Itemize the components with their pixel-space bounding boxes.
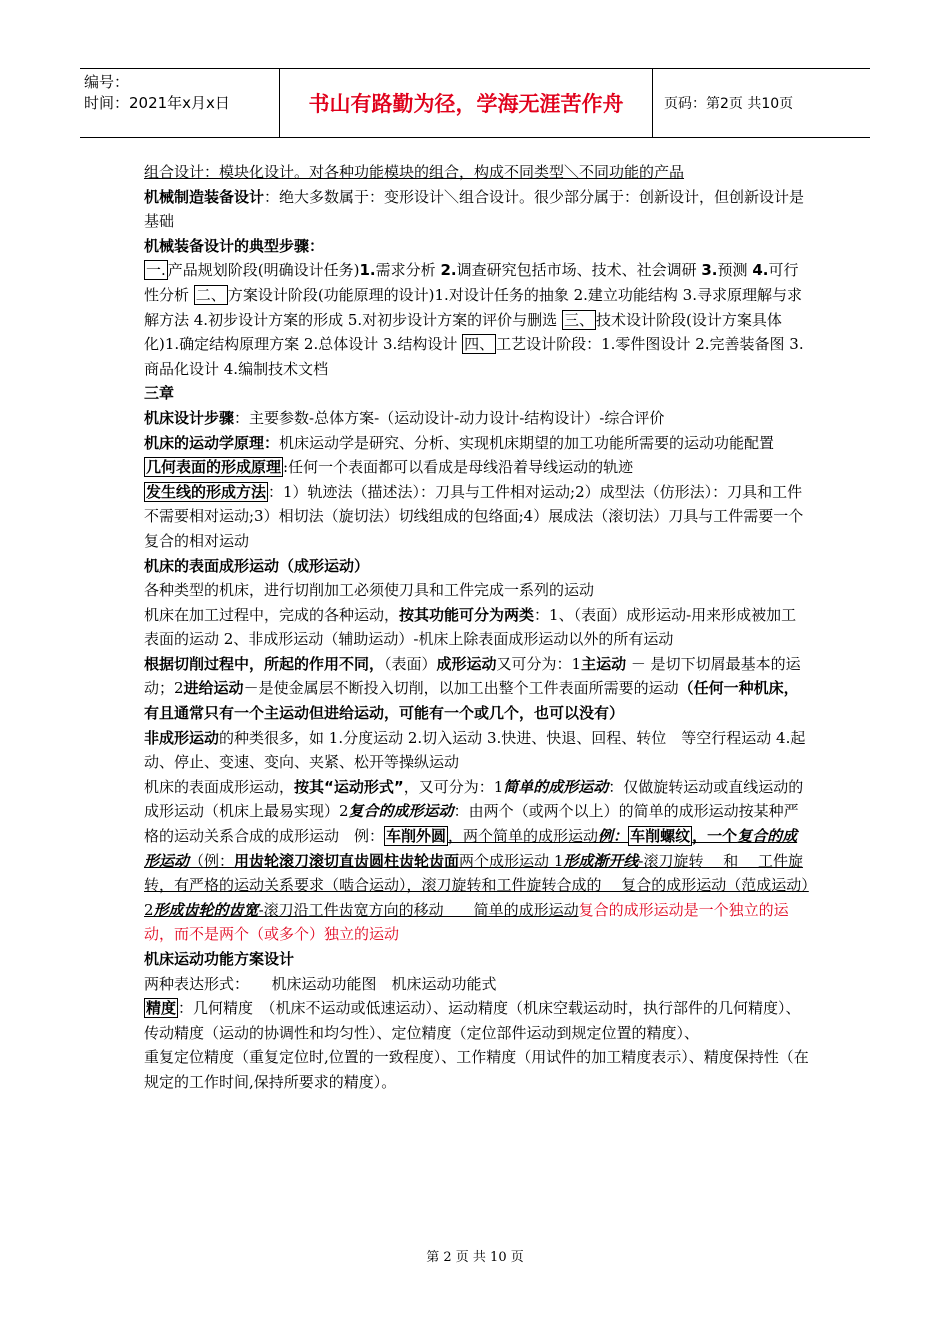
document-number-label: 编号： (84, 73, 130, 91)
chapter-heading: 三章 (144, 384, 175, 403)
document-body (144, 160, 810, 1095)
paragraph: 机床的运动学原理：机床运动学是研究、分析、实现机床期望的加工功能所需要的运动功能配置 (144, 433, 775, 452)
header-page-info: 页码：第2页 共10页 (664, 96, 794, 112)
document-date: 时间：2021年x月x日 (84, 94, 230, 112)
header-motto-cell (280, 69, 653, 137)
paragraph: 精度 ：几何精度 （机床不运动或低速运动）、运动精度（机床空载运动时，执行部件的几何精度）、传动精度（运动的协调性和均匀性）、定位精度（定位部件运动到规定位置的精度）、 (144, 999, 801, 1042)
paragraph: 机械制造装备设计：绝大多数属于：变形设计＼组合设计。很少部分属于：创新设计，但创新设计是基础 (144, 187, 805, 231)
paragraph-heading: 机床的表面成形运动（成形运动） (144, 556, 370, 575)
paragraph: 几何表面的形成原理 :任何一个表面都可以看成是母线沿着导线运动的轨迹 (146, 458, 634, 477)
paragraph: 两种表达形式： 机床运动功能图 机床运动功能式 (144, 974, 497, 993)
paragraph: 重复定位精度（重复定位时,位置的一致程度）、工作精度（用试件的加工精度表示）、精度保持性（在规定的工作时间,保持所要求的精度）。 (144, 1048, 809, 1091)
paragraph: 各种类型的机床，进行切削加工必须使刀具和工件完成一系列的运动 (144, 581, 595, 600)
paragraph-forming-motion: 机床的表面成形运动，按其“运动形式”，又可分为：1简单的成形运动：仅做旋转运动或直线运动的成形运动（机床上最易实现）2复合的成形运动：由两个（或两个以上）的简单的成形运动按某种严格的运动关系合成的成形运动 例： 车削外圆 ，两个简单的成形运动例： 车削螺纹 ，一个复合的成形运动（例：用齿轮滚刀滚切直齿圆柱齿轮齿面两个成形运动 1形成渐开线-滚刀旋转 和 工件旋转，有严格的运动关系要求（啮合运动），滚刀旋转和工件旋转合成的 复合的成形运动（范成运动）2形成齿轮的齿宽-滚刀沿工件齿宽方向的移动 简单的成形运动复合的成形运动是一个独立的运动，而不是两个（或多个）独立的运动 (144, 777, 809, 944)
paragraph: 机床设计步骤：主要参数-总体方案-（运动设计-动力设计-结构设计）-综合评价 (144, 408, 665, 427)
paragraph: 机床在加工过程中，完成的各种运动，按其功能可分为两类：1、（表面）成形运动-用来形成被加工表面的运动 2、非成形运动（辅助运动）-机床上除表面成形运动以外的所有运动 (144, 605, 797, 649)
paragraph: 发生线的形成方法 ：1）轨迹法（描述法）：刀具与工件相对运动;2）成型法（仿形法）：刀具和工件不需要相对运动;3）相切法（旋切法）切线组成的包络面;4）展成法（滚切法）刀具与工件需要一个复合的相对运动 (144, 482, 804, 550)
paragraph: 组合设计：模块化设计。对各种功能模块的组合，构成不同类型＼不同功能的产品 (144, 163, 685, 181)
page-header (80, 68, 870, 138)
paragraph-heading: 机械装备设计的典型步骤： (144, 236, 325, 255)
header-meta (80, 69, 280, 137)
paragraph-design-steps: 一. 产品规划阶段(明确设计任务)1.需求分析 2.调查研究包括市场、技术、社会调研 3.预测 4.可行性分析 二、 方案设计阶段(功能原理的设计)1.对设计任务的抽象 2.建立功能结构 3.寻求原理解与求解方法 4.初步设计方案的形成 5.对初步设计方案的评价与删选 三、 技术设计阶段(设计方案具体化)1.确定结构原理方案 2.总体设计 3.结构设计 四、 工艺设计阶段：1.零件图设计 2.完善装备图 3.商品化设计 4.编制技术文档 (144, 261, 804, 378)
page-footer: 第 2 页 共 10 页 (426, 1250, 524, 1265)
paragraph-heading: 机床运动功能方案设计 (144, 950, 295, 968)
header-motto: 书山有路勤为径，学海无涯苦作舟 (308, 92, 624, 116)
paragraph: 非成形运动的种类很多，如 1.分度运动 2.切入运动 3.快进、快退、回程、转位 等空行程运动 4.起动、停止、变速、变向、夹紧、松开等操纵运动 (144, 728, 806, 772)
paragraph: 根据切削过程中，所起的作用不同，（表面）成形运动又可分为：1主运动 － 是切下切屑最基本的运动；2进给运动－是使金属层不断投入切削，以加工出整个工件表面所需要的运动（任何一种机床，有且通常只有一个主运动但进给运动，可能有一个或几个，也可以没有） (144, 654, 801, 723)
